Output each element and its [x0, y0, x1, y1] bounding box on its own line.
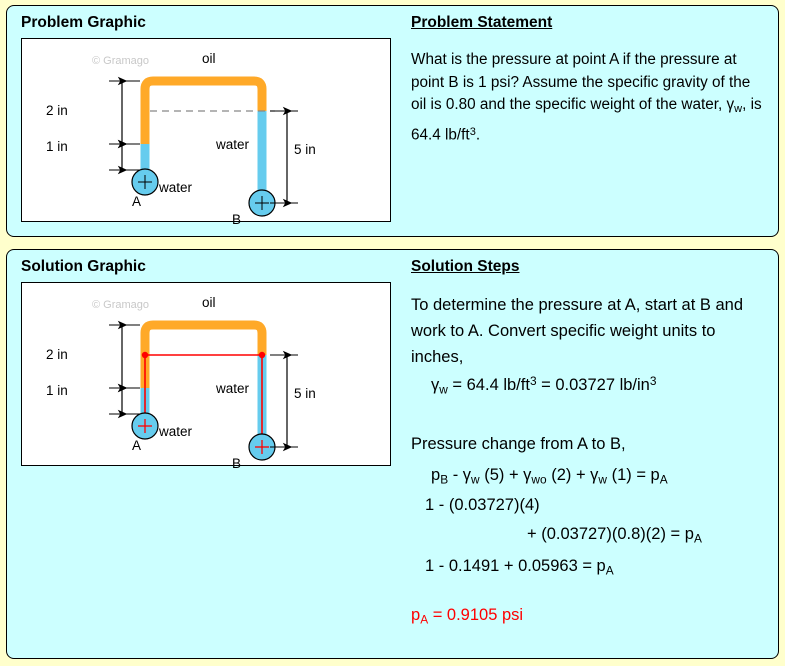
- solution-gamma-line: $\gamma_w = 64.4$ $lb/ft^3 = 0.03727$ $lb/in^3$: [431, 374, 657, 397]
- solution-label-water-left: water: [159, 424, 193, 439]
- solution-equation-4: $1 - 0.1491 + 0.05963 = p_A$: [425, 557, 614, 578]
- statement-gamma: γ: [726, 96, 735, 113]
- solution-steps-title: Solution Steps: [411, 258, 520, 275]
- statement-exponent: 3: [469, 125, 476, 138]
- statement-gamma-sub: w: [734, 103, 743, 116]
- problem-point-a-label: A: [132, 194, 142, 209]
- problem-graphic-box: [21, 38, 391, 227]
- solution-watermark: © Gramago: [92, 299, 150, 311]
- solution-intro-text: To determine the pressure at A, start at B and work to A. Convert specific weight units to inches,: [411, 296, 748, 366]
- solution-equation-1: $p_B - \gamma_w$ $(5) + \gamma_{wo}$ $(2) + \gamma_w$ $(1) = p_A$: [431, 466, 668, 487]
- statement-part-2: , is 64.4 lb/ft: [411, 96, 766, 144]
- solution-panel: [6, 249, 779, 659]
- problem-panel: [6, 5, 779, 237]
- problem-watermark: © Gramago: [92, 55, 150, 67]
- problem-dim-2in: 2 in: [46, 103, 68, 118]
- problem-label-oil: oil: [202, 51, 216, 66]
- solution-label-oil: oil: [202, 295, 216, 310]
- solution-graphic-title: Solution Graphic: [21, 258, 146, 275]
- solution-equation-3: + $(0.03727)(0.8)(2) = p_A$: [527, 525, 702, 546]
- solution-answer: $p_A = 0.9105$ psi: [411, 606, 524, 627]
- statement-part-3: .: [475, 126, 481, 144]
- solution-point-b-label: B: [232, 456, 242, 471]
- solution-manometer-diagram: [22, 283, 390, 465]
- problem-dim-5in: 5 in: [294, 142, 316, 157]
- problem-manometer-diagram: [22, 39, 390, 221]
- solution-label-water-mid: water: [216, 381, 250, 396]
- problem-point-b-label: B: [232, 212, 242, 227]
- solution-point-a-label: A: [132, 438, 142, 453]
- problem-statement-text: [411, 49, 766, 147]
- problem-graphic-title: Problem Graphic: [21, 14, 146, 31]
- solution-dim-1in: 1 in: [46, 383, 68, 398]
- solution-pressure-change-heading: Pressure change from A to B,: [411, 435, 626, 453]
- solution-graphic-box: [21, 282, 391, 471]
- solution-equation-2: 1 - (0.03727)(4): [425, 496, 540, 514]
- problem-label-water-left: water: [159, 180, 193, 195]
- problem-statement-title: Problem Statement: [411, 14, 553, 31]
- solution-dim-5in: 5 in: [294, 386, 316, 401]
- solution-dim-2in: 2 in: [46, 347, 68, 362]
- problem-label-water-mid: water: [216, 137, 250, 152]
- problem-dim-1in: 1 in: [46, 139, 68, 154]
- statement-part-1: What is the pressure at point A if the pressure at point B is 1 psi? Assume the specific gravity of the oil is 0.80 and the specific weight of the water,: [411, 51, 755, 113]
